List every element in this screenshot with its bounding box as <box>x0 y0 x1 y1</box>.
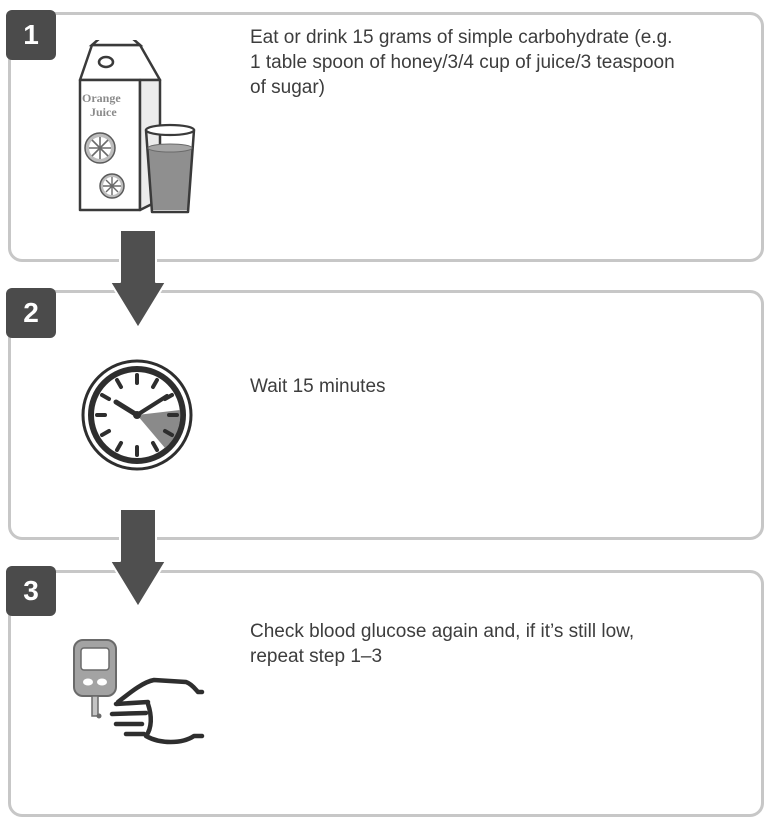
orange-juice-carton-and-glass-icon <box>70 40 205 220</box>
step-3-text-line-1: Check blood glucose again and, if it’s still low, <box>250 621 635 642</box>
orange-slice-icon <box>100 174 124 198</box>
step-2-badge: 2 <box>6 288 56 338</box>
clock-icon <box>80 358 195 473</box>
arrow-step-2-to-3 <box>110 509 166 607</box>
step-1-text-line-2: 1 table spoon of honey/3/4 cup of juice/3 teaspoon <box>250 52 675 73</box>
step-3-text <box>250 619 634 669</box>
step-1-text-line-1: Eat or drink 15 grams of simple carbohydrate (e.g. <box>250 27 673 48</box>
step-3-badge: 3 <box>6 566 56 616</box>
carton-label-line-2: Juice <box>90 105 117 119</box>
step-1-text <box>250 25 675 100</box>
step-1-text-line-3: of sugar) <box>250 77 325 98</box>
carton-label-line-1: Orange <box>82 91 121 105</box>
step-3-text-line-2: repeat step 1–3 <box>250 646 383 667</box>
glucose-meter-finger-icon <box>70 636 205 751</box>
orange-slice-icon <box>85 133 115 163</box>
step-2-text <box>250 374 386 399</box>
step-1-badge: 1 <box>6 10 56 60</box>
step-2-text-line-1: Wait 15 minutes <box>250 376 386 397</box>
arrow-step-1-to-2 <box>110 230 166 328</box>
